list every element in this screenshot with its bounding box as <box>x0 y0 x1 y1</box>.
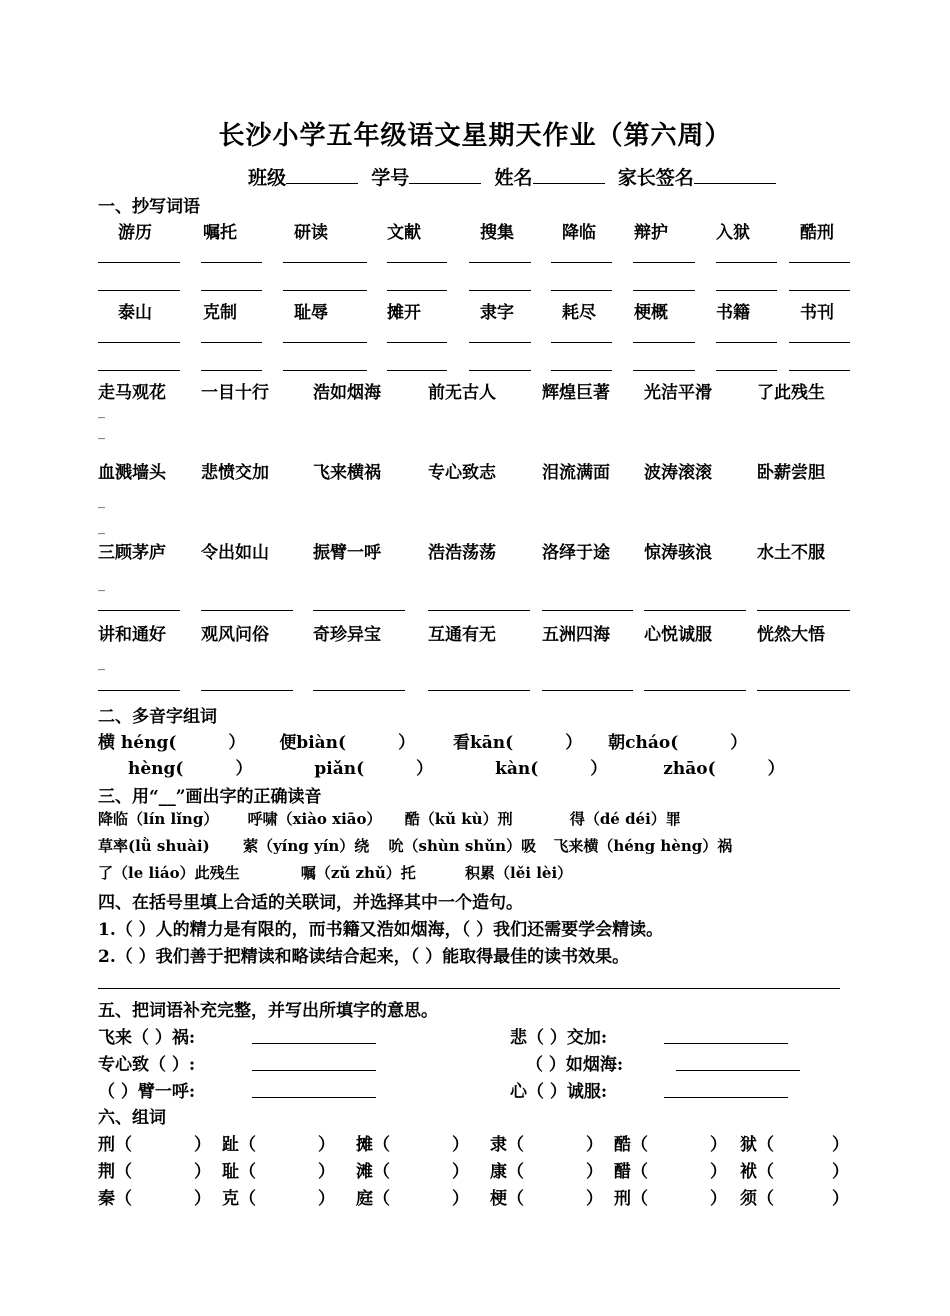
pronunciation-line2 <box>98 835 732 856</box>
fill-word-item: 心（ ）诚服: <box>510 1082 608 1102</box>
answer-line[interactable] <box>469 290 531 291</box>
answer-line[interactable] <box>283 290 367 291</box>
answer-line[interactable] <box>469 370 531 371</box>
paren-close: ） <box>318 1162 335 1182</box>
group-word-item: 袱（ <box>740 1162 774 1182</box>
answer-line[interactable] <box>283 342 367 343</box>
idiom-item: 恍然大悟 <box>757 625 825 645</box>
page-title: 长沙小学五年级语文星期天作业（第六周） <box>218 121 732 151</box>
conjunction-q2: 2.（ ）我们善于把精读和略读结合起来，（ ）能取得最佳的读书效果。 <box>98 947 630 967</box>
idiom-item: 悲愤交加 <box>201 463 269 483</box>
answer-line[interactable] <box>551 290 612 291</box>
paren-close: ） <box>586 1135 603 1155</box>
group-word-item: 刑（ <box>614 1189 648 1209</box>
answer-line[interactable] <box>789 262 850 263</box>
answer-line[interactable] <box>551 370 612 371</box>
paren-close: ） <box>194 1162 211 1182</box>
word-item: 游历 <box>118 223 152 243</box>
group-word-item: 滩（ <box>356 1162 390 1182</box>
idiom-item: 振臂一呼 <box>313 543 381 563</box>
paren-close: ） <box>710 1162 727 1182</box>
idiom-item: 三顾茅庐 <box>98 543 166 563</box>
paren-close: ） <box>832 1135 849 1155</box>
paren-close: ） <box>318 1135 335 1155</box>
idiom-item: 心悦诚服 <box>644 625 712 645</box>
group-word-item: 酷（ <box>614 1135 648 1155</box>
fill-word-item: （ ）如烟海: <box>526 1055 624 1075</box>
pron-item: 嘱（zǔ zhǔ）托 <box>300 864 416 882</box>
section6-heading: 六、组词 <box>98 1108 166 1128</box>
answer-line[interactable] <box>283 370 367 371</box>
word-item: 嘱托 <box>203 223 237 243</box>
word-item: 梗概 <box>634 303 668 323</box>
answer-line[interactable] <box>201 262 262 263</box>
student-info <box>248 163 776 190</box>
pron-item: 吮（shùn shǔn）吸 <box>388 837 537 855</box>
fill-word-item: 悲（ ）交加: <box>510 1028 608 1048</box>
answer-line[interactable] <box>789 342 850 343</box>
answer-line[interactable] <box>283 262 367 263</box>
idiom-item: 一目十行 <box>201 383 269 403</box>
group-word-item: 狱（ <box>740 1135 774 1155</box>
pron-item: 萦（yíng yín）绕 <box>242 837 370 855</box>
group-word-item: 刑（ <box>98 1135 132 1155</box>
answer-line[interactable] <box>201 290 262 291</box>
paren-close: ） <box>416 759 434 779</box>
dash-mark: _ <box>98 655 105 671</box>
pron-item: 草率(lǜ shuài) <box>98 837 210 855</box>
paren-close: ） <box>730 733 748 753</box>
polyphone-line1 <box>98 728 747 753</box>
answer-line[interactable] <box>201 370 262 371</box>
polyphone-line2 <box>128 754 785 779</box>
meaning-line[interactable] <box>252 1043 376 1044</box>
group-word-item: 耻（ <box>222 1162 256 1182</box>
word-item: 辩护 <box>634 223 668 243</box>
dash-mark: _ <box>98 403 105 419</box>
answer-line[interactable] <box>387 342 447 343</box>
paren-close: ） <box>590 759 608 779</box>
answer-line[interactable] <box>789 370 850 371</box>
answer-line[interactable] <box>644 690 746 691</box>
word-item: 酷刑 <box>800 223 834 243</box>
group-word-item: 摊（ <box>356 1135 390 1155</box>
idiom-item: 观风问俗 <box>201 625 269 645</box>
polyphone-heng: 横 héng( <box>98 733 177 753</box>
answer-line[interactable] <box>789 290 850 291</box>
answer-line[interactable] <box>716 370 777 371</box>
pron-item: 积累（lěi lèi） <box>465 864 573 882</box>
group-word-item: 须（ <box>740 1189 774 1209</box>
answer-line[interactable] <box>644 610 746 611</box>
paren-close: ） <box>452 1135 469 1155</box>
class-label: 班级 <box>248 167 287 189</box>
idiom-item: 互通有无 <box>428 625 496 645</box>
meaning-line[interactable] <box>676 1070 800 1071</box>
answer-line[interactable] <box>313 690 405 691</box>
idiom-item: 惊涛骇浪 <box>644 543 712 563</box>
pron-item: 呼啸（xiào xiāo） <box>247 810 382 828</box>
answer-line[interactable] <box>542 690 633 691</box>
answer-line[interactable] <box>633 262 695 263</box>
idiom-item: 卧薪尝胆 <box>757 463 825 483</box>
word-item: 降临 <box>562 223 596 243</box>
group-word-item: 秦（ <box>98 1189 132 1209</box>
answer-line[interactable] <box>716 342 777 343</box>
word-item: 入狱 <box>716 223 750 243</box>
polyphone-pian: piǎn( <box>314 759 365 779</box>
word-item: 搜集 <box>480 223 514 243</box>
pron-item: 了（le liáo）此残生 <box>98 864 240 882</box>
answer-line[interactable] <box>98 610 180 611</box>
dash-mark: _ <box>98 424 105 440</box>
meaning-line[interactable] <box>664 1043 788 1044</box>
idiom-item: 浩如烟海 <box>313 383 381 403</box>
meaning-line[interactable] <box>252 1070 376 1071</box>
polyphone-zhao: zhāo( <box>663 759 716 779</box>
polyphone-chao: 朝cháo( <box>608 733 679 753</box>
word-item: 书籍 <box>716 303 750 323</box>
paren-close: ） <box>832 1162 849 1182</box>
group-word-item: 醋（ <box>614 1162 648 1182</box>
answer-line[interactable] <box>551 342 612 343</box>
idiom-item: 泪流满面 <box>542 463 610 483</box>
paren-close: ） <box>194 1135 211 1155</box>
paren-close: ） <box>235 759 253 779</box>
answer-line[interactable] <box>469 262 531 263</box>
answer-line[interactable] <box>98 262 180 263</box>
pronunciation-line1 <box>98 808 681 829</box>
answer-line[interactable] <box>201 610 293 611</box>
group-word-item: 隶（ <box>490 1135 524 1155</box>
answer-line[interactable] <box>428 690 530 691</box>
polyphone-bian: 便biàn( <box>279 733 347 753</box>
answer-line[interactable] <box>98 690 180 691</box>
answer-line[interactable] <box>633 370 695 371</box>
paren-close: ） <box>452 1162 469 1182</box>
answer-line[interactable] <box>469 342 531 343</box>
name-label: 姓名 <box>494 167 533 189</box>
answer-line[interactable] <box>542 610 633 611</box>
number-blank[interactable] <box>409 165 481 184</box>
idiom-item: 光洁平滑 <box>644 383 712 403</box>
paren-close: ） <box>710 1189 727 1209</box>
fill-word-item: （ ）臂一呼: <box>98 1082 196 1102</box>
group-word-item: 荆（ <box>98 1162 132 1182</box>
paren-close: ） <box>228 733 246 753</box>
paren-close: ） <box>452 1189 469 1209</box>
pron-item: 飞来横（héng hèng）祸 <box>553 837 733 855</box>
class-blank[interactable] <box>286 165 358 184</box>
answer-line[interactable] <box>757 690 850 691</box>
sentence-answer-line[interactable] <box>98 988 840 989</box>
pron-item: 得（dé déi）罪 <box>569 810 681 828</box>
idiom-item: 水土不服 <box>757 543 825 563</box>
answer-line[interactable] <box>716 262 777 263</box>
paren-close: ） <box>398 733 416 753</box>
answer-line[interactable] <box>551 262 612 263</box>
word-item: 隶字 <box>480 303 514 323</box>
fill-word-item: 飞来（ ）祸: <box>98 1028 196 1048</box>
paren-close: ） <box>318 1189 335 1209</box>
word-item: 克制 <box>203 303 237 323</box>
paren-close: ） <box>832 1189 849 1209</box>
answer-line[interactable] <box>633 290 695 291</box>
paren-close: ） <box>710 1135 727 1155</box>
parent-sign-blank[interactable] <box>694 165 776 184</box>
group-word-item: 梗（ <box>490 1189 524 1209</box>
polyphone-heng2: hèng( <box>128 759 184 779</box>
pronunciation-line3 <box>98 862 572 883</box>
pron-item: 降临（lín lǐng） <box>98 810 219 828</box>
dash-mark: _ <box>98 576 105 592</box>
word-item: 研读 <box>294 223 328 243</box>
meaning-line[interactable] <box>664 1097 788 1098</box>
word-item: 耗尽 <box>562 303 596 323</box>
idiom-item: 波涛滚滚 <box>644 463 712 483</box>
answer-line[interactable] <box>387 290 447 291</box>
answer-line[interactable] <box>757 610 850 611</box>
section5-heading: 五、把词语补充完整，并写出所填字的意思。 <box>98 1001 438 1021</box>
idiom-item: 奇珍异宝 <box>313 625 381 645</box>
word-item: 泰山 <box>118 303 152 323</box>
paren-close: ） <box>194 1189 211 1209</box>
idiom-item: 五洲四海 <box>542 625 610 645</box>
paren-close: ） <box>586 1162 603 1182</box>
meaning-line[interactable] <box>252 1097 376 1098</box>
group-word-item: 趾（ <box>222 1135 256 1155</box>
idiom-item: 讲和通好 <box>98 625 166 645</box>
word-item: 耻辱 <box>294 303 328 323</box>
group-word-item: 康（ <box>490 1162 524 1182</box>
idiom-item: 专心致志 <box>428 463 496 483</box>
answer-line[interactable] <box>98 342 180 343</box>
answer-line[interactable] <box>387 262 447 263</box>
word-item: 书刊 <box>800 303 834 323</box>
answer-line[interactable] <box>387 370 447 371</box>
answer-line[interactable] <box>428 610 530 611</box>
name-blank[interactable] <box>533 165 605 184</box>
section3-heading: 三、用“__”画出字的正确读音 <box>98 787 322 807</box>
idiom-item: 血溅墙头 <box>98 463 166 483</box>
number-label: 学号 <box>371 167 410 189</box>
idiom-item: 飞来横祸 <box>313 463 381 483</box>
idiom-item: 辉煌巨著 <box>542 383 610 403</box>
idiom-item: 洛绎于途 <box>542 543 610 563</box>
idiom-item: 前无古人 <box>428 383 496 403</box>
section2-heading: 二、多音字组词 <box>98 707 217 727</box>
answer-line[interactable] <box>716 290 777 291</box>
answer-line[interactable] <box>98 290 180 291</box>
fill-word-item: 专心致（ ）: <box>98 1055 196 1075</box>
idiom-item: 令出如山 <box>201 543 269 563</box>
answer-line[interactable] <box>201 690 293 691</box>
idiom-item: 走马观花 <box>98 383 166 403</box>
word-item: 文献 <box>387 223 421 243</box>
polyphone-kan: 看kān( <box>453 733 514 753</box>
idiom-item: 浩浩荡荡 <box>428 543 496 563</box>
word-item: 摊开 <box>387 303 421 323</box>
group-word-item: 庭（ <box>356 1189 390 1209</box>
paren-close: ） <box>565 733 583 753</box>
answer-line[interactable] <box>633 342 695 343</box>
paren-close: ） <box>767 759 785 779</box>
conjunction-q1: 1.（ ）人的精力是有限的，而书籍又浩如烟海，（ ）我们还需要学会精读。 <box>98 920 664 940</box>
answer-line[interactable] <box>201 342 262 343</box>
dash-mark: _ <box>98 519 105 535</box>
section4-heading: 四、在括号里填上合适的关联词，并选择其中一个造句。 <box>98 893 523 913</box>
answer-line[interactable] <box>98 370 180 371</box>
parent-sign-label: 家长签名 <box>617 167 694 189</box>
answer-line[interactable] <box>313 610 405 611</box>
group-word-item: 克（ <box>222 1189 256 1209</box>
idiom-item: 了此残生 <box>757 383 825 403</box>
dash-mark: _ <box>98 493 105 509</box>
section1-heading: 一、抄写词语 <box>98 197 200 217</box>
paren-close: ） <box>586 1189 603 1209</box>
pron-item: 酷（kǔ kù）刑 <box>404 810 513 828</box>
polyphone-kan2: kàn( <box>495 759 539 779</box>
